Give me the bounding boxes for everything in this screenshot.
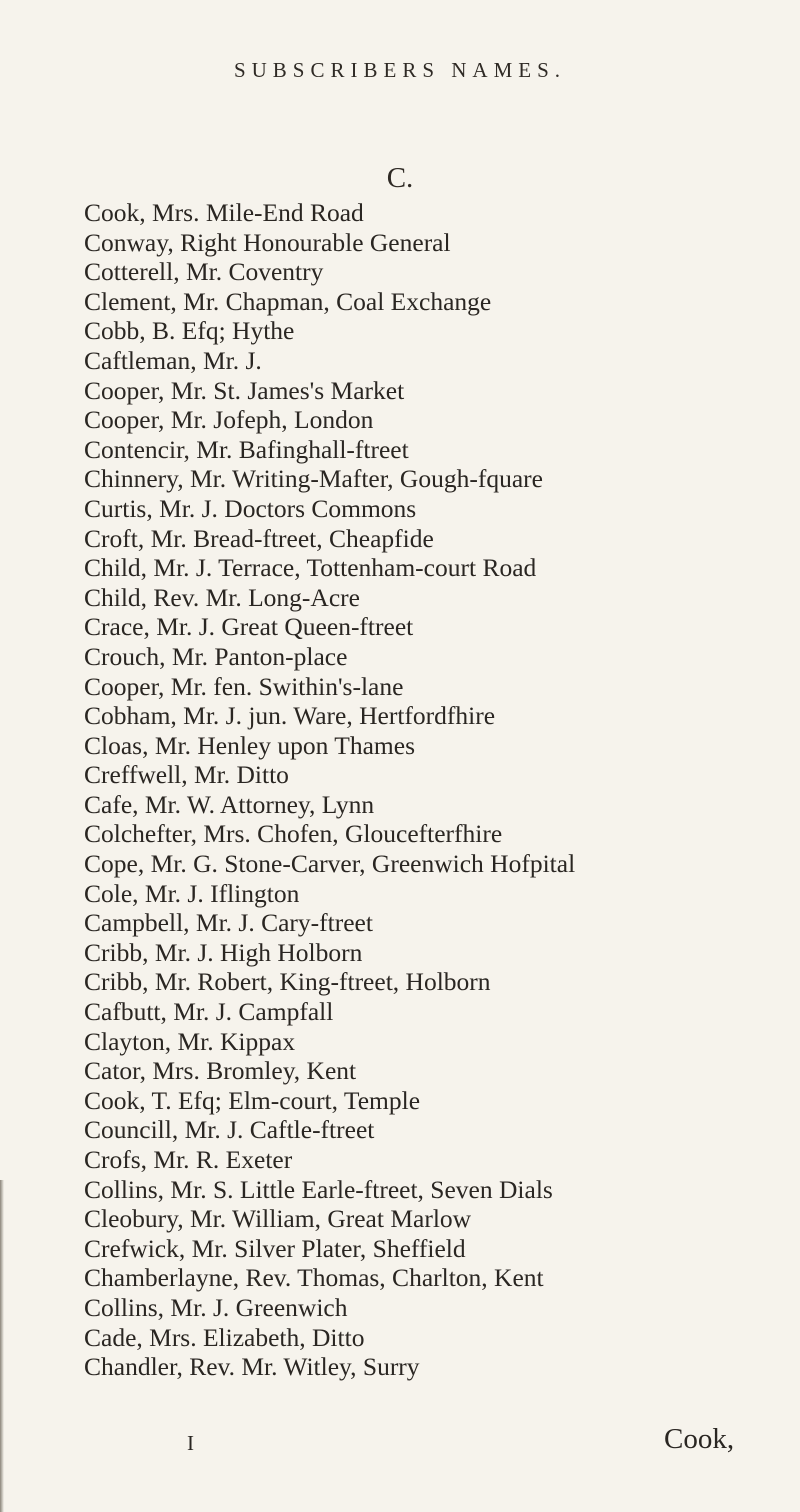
subscriber-entry: Collins, Mr. S. Little Earle-ftreet, Seven Dials	[84, 1174, 553, 1204]
subscriber-entry: Chinnery, Mr. Writing-Mafter, Gough-fquare	[84, 464, 543, 494]
subscriber-entry: Cook, Mrs. Mile-End Road	[84, 198, 364, 227]
subscriber-entry: Cooper, Mr. Jofeph, London	[84, 405, 374, 435]
running-head: SUBSCRIBERS NAMES.	[233, 58, 567, 82]
subscriber-entry: Cooper, Mr. fen. Swithin's-lane	[84, 671, 404, 701]
subscriber-entry: Cope, Mr. G. Stone-Carver, Greenwich Hofpital	[84, 849, 576, 879]
subscriber-entry: Cribb, Mr. Robert, King-ftreet, Holborn	[84, 967, 491, 997]
subscriber-entry: Clayton, Mr. Kippax	[84, 1026, 296, 1056]
subscriber-entry: Cleobury, Mr. William, Great Marlow	[84, 1204, 472, 1234]
subscriber-entry: Conway, Right Honourable General	[84, 227, 451, 257]
section-letter: C.	[386, 162, 414, 194]
catchword: Cook,	[664, 1423, 735, 1455]
subscriber-entry: Cator, Mrs. Bromley, Kent	[84, 1056, 357, 1086]
subscriber-entry: Chamberlayne, Rev. Thomas, Charlton, Kent	[84, 1263, 544, 1293]
subscriber-entry: Crouch, Mr. Panton-place	[84, 641, 348, 671]
subscriber-entry: Cook, T. Efq; Elm-court, Temple	[84, 1085, 421, 1115]
subscriber-entry: Child, Mr. J. Terrace, Tottenham-court Road	[84, 553, 537, 583]
subscriber-entry: Cade, Mrs. Elizabeth, Ditto	[84, 1322, 365, 1352]
subscriber-entry: Caftleman, Mr. J.	[84, 345, 262, 375]
subscriber-entry: Clement, Mr. Chapman, Coal Exchange	[84, 286, 492, 316]
subscriber-entry: Cafe, Mr. W. Attorney, Lynn	[84, 789, 375, 819]
subscriber-entry: Councill, Mr. J. Caftle-ftreet	[84, 1115, 375, 1145]
subscriber-entry: Cole, Mr. J. Iflington	[84, 878, 300, 908]
subscriber-entry: Cotterell, Mr. Coventry	[84, 257, 324, 287]
subscriber-entry: Crofs, Mr. R. Exeter	[84, 1145, 293, 1174]
subscriber-entry: Child, Rev. Mr. Long-Acre	[84, 582, 360, 612]
subscriber-entry: Cobb, B. Efq; Hythe	[84, 316, 295, 346]
page-edge-shadow	[0, 1180, 4, 1512]
subscriber-entry: Cooper, Mr. St. James's Market	[84, 375, 405, 405]
subscriber-entry: Collins, Mr. J. Greenwich	[84, 1292, 348, 1322]
subscriber-entry: Campbell, Mr. J. Cary-ftreet	[84, 908, 373, 938]
subscriber-entry: Colchefter, Mrs. Chofen, Gloucefterfhire	[84, 819, 503, 849]
subscriber-entry: Chandler, Rev. Mr. Witley, Surry	[84, 1352, 420, 1382]
subscriber-entry: Contencir, Mr. Bafinghall-ftreet	[84, 434, 409, 464]
subscriber-entry: Crace, Mr. J. Great Queen-ftreet	[84, 612, 414, 642]
subscriber-entry: Crefwick, Mr. Silver Plater, Sheffield	[84, 1233, 466, 1263]
subscriber-entry: Cobham, Mr. J. jun. Ware, Hertfordfhire	[84, 701, 496, 731]
subscriber-list	[84, 198, 575, 1382]
subscriber-entry: Cloas, Mr. Henley upon Thames	[84, 730, 415, 760]
subscriber-entry: Curtis, Mr. J. Doctors Commons	[84, 493, 417, 523]
subscriber-entry: Cribb, Mr. J. High Holborn	[84, 937, 363, 967]
subscriber-entry: Croft, Mr. Bread-ftreet, Cheapfide	[84, 523, 434, 553]
subscriber-entry: Cafbutt, Mr. J. Campfall	[84, 997, 334, 1027]
subscriber-entry: Creffwell, Mr. Ditto	[84, 760, 289, 790]
signature-mark: I	[187, 1431, 194, 1455]
